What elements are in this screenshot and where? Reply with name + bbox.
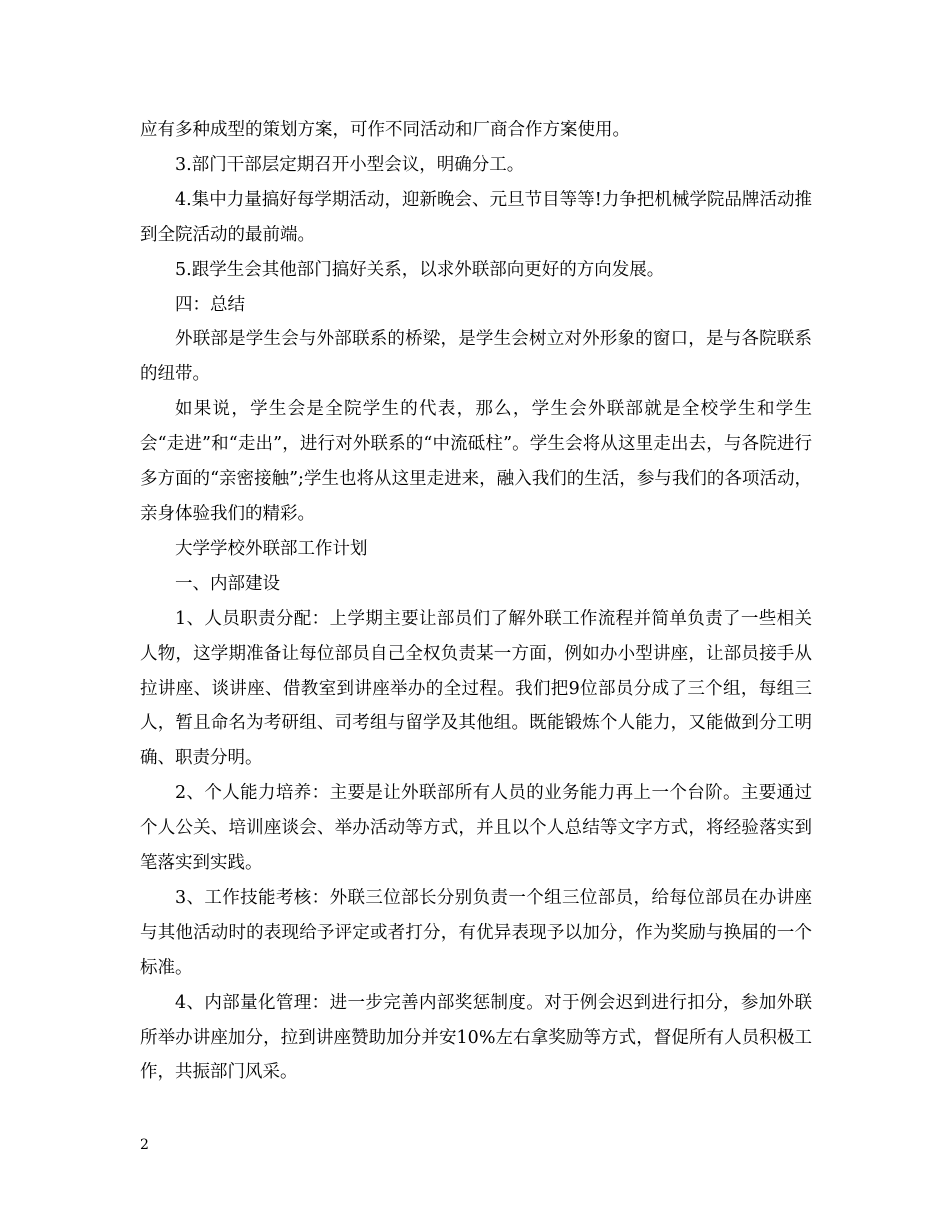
paragraph-plan-continuation: 应有多种成型的策划方案，可作不同活动和厂商合作方案使用。	[140, 120, 630, 140]
document-body	[140, 113, 812, 1090]
paragraph-summary-pillar: 如果说，学生会是全院学生的代表，那么，学生会外联部就是全校学生和学生会“走进”和“走出”，进行对外联系的“中流砥柱”。学生会将从这里走出去，与各院进行多方面的“亲密接触”;学生也将从这里走进来，融入我们的生活，参与我们的各项活动，亲身体验我们的精彩。	[140, 399, 812, 524]
paragraph-item-5: 5.跟学生会其他部门搞好关系，以求外联部向更好的方向发展。	[175, 259, 665, 280]
paragraph-item-3: 3.部门干部层定期召开小型会议，明确分工。	[175, 154, 525, 175]
document-subtitle: 大学学校外联部工作计划	[175, 538, 368, 559]
paragraph-quantified-management: 4、内部量化管理：进一步完善内部奖惩制度。对于例会迟到进行扣分，参加外联所举办讲座加分，拉到讲座赞助加分并安10%左右拿奖励等方式，督促所有人员积极工作，共振部门风采。	[140, 992, 812, 1083]
paragraph-staff-duties: 1、人员职责分配：上学期主要让部员们了解外联工作流程并简单负责了一些相关人物，这学期准备让每位部员自己全权负责某一方面，例如办小型讲座，让部员接手从拉讲座、谈讲座、借教室到讲座举办的全过程。我们把9位部员分成了三个组，每组三人，暂且命名为考研组、司考组与留学及其他组。既能锻炼个人能力，又能做到分工明确、职责分明。	[140, 608, 812, 769]
paragraph-ability-training: 2、个人能力培养：主要是让外联部所有人员的业务能力再上一个台阶。主要通过个人公关、培训座谈会、举办活动等方式，并且以个人总结等文字方式，将经验落实到笔落实到实践。	[140, 783, 812, 874]
section-heading-internal: 一、内部建设	[175, 573, 280, 594]
paragraph-skill-assessment: 3、工作技能考核：外联三位部长分别负责一个组三位部员，给每位部员在办讲座与其他活动时的表现给予评定或者打分，有优异表现予以加分，作为奖励与换届的一个标准。	[140, 887, 812, 978]
section-heading-summary: 四：总结	[175, 294, 245, 315]
paragraph-item-4: 4.集中力量搞好每学期活动，迎新晚会、元旦节目等等!力争把机械学院品牌活动推到全院活动的最前端。	[140, 189, 812, 245]
paragraph-summary-bridge: 外联部是学生会与外部联系的桥梁，是学生会树立对外形象的窗口，是与各院联系的纽带。	[140, 329, 812, 385]
page-number: 2	[140, 1137, 149, 1153]
